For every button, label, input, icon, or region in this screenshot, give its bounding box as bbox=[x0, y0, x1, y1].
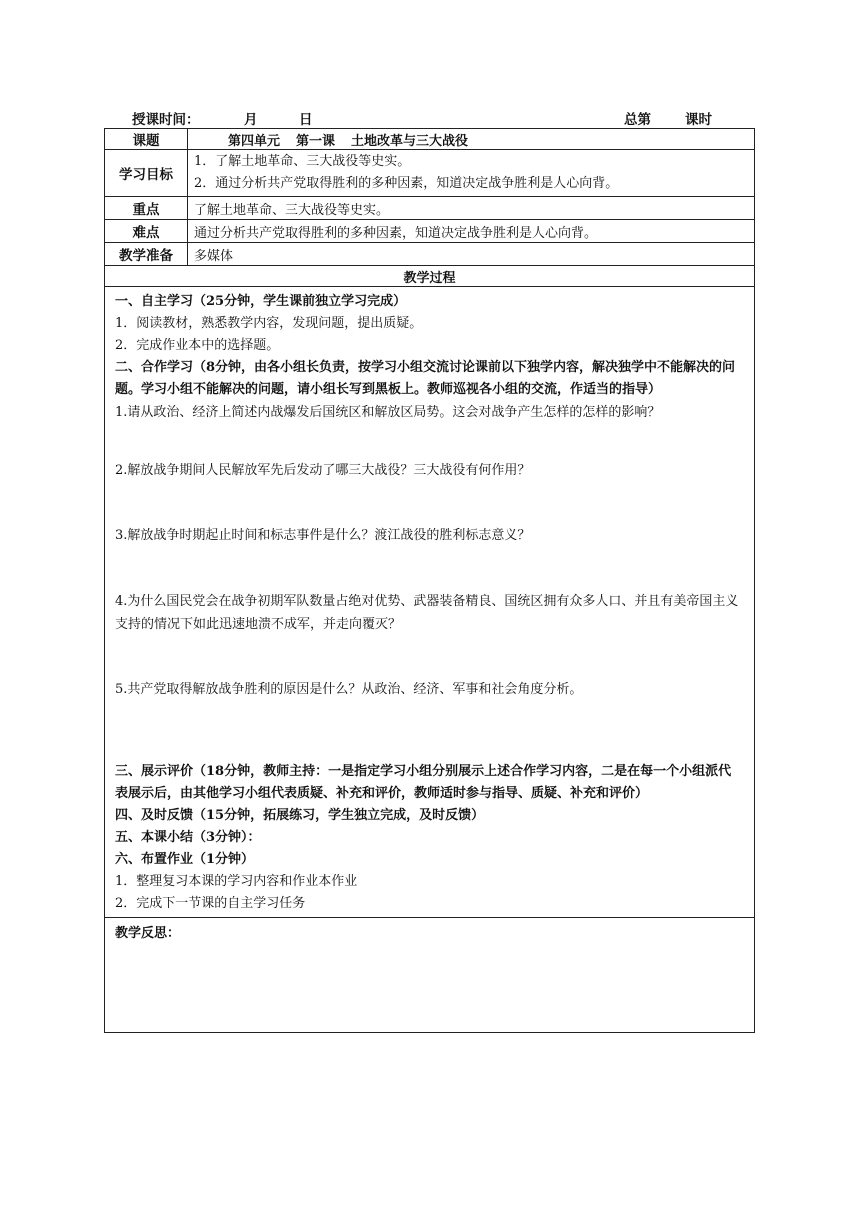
key-row bbox=[105, 197, 755, 220]
period-label: 课时 bbox=[685, 112, 712, 128]
reflection-label: 教学反思： bbox=[105, 918, 755, 1033]
process-header-row bbox=[105, 266, 755, 287]
topic-label: 课题 bbox=[105, 129, 188, 150]
topic-lesson: 第一课 bbox=[296, 133, 336, 149]
section-title: 五、本课小结（3分钟）： bbox=[115, 830, 261, 845]
goals-value bbox=[188, 150, 755, 197]
prep-label: 教学准备 bbox=[105, 243, 188, 266]
section-title: 二、合作学习（8分钟，由各小组长负责，按学习小组交流讨论课前以下独学内容，解决独学中不能解决的问题。学习小组不能解决的问题，请小组长写到黑板上。教师巡视各小组的交流，作适当的指导） bbox=[115, 360, 736, 397]
question-5: 5.共产党取得解放战争胜利的原因是什么？从政治、经济、军事和社会角度分析。 bbox=[115, 682, 583, 697]
list-item: 1．整理复习本课的学习内容和作业本作业 bbox=[115, 874, 358, 889]
question-2: 2.解放战争期间人民解放军先后发动了哪三大战役？三大战役有何作用？ bbox=[115, 463, 531, 478]
goal-item: 2．通过分析共产党取得胜利的多种因素，知道决定战争胜利是人心向背。 bbox=[194, 176, 619, 191]
day-label: 日 bbox=[299, 112, 313, 128]
reflection-row bbox=[105, 918, 755, 1033]
difficulty-value: 通过分析共产党取得胜利的多种因素，知道决定战争胜利是人心向背。 bbox=[188, 220, 755, 243]
key-label: 重点 bbox=[105, 197, 188, 220]
topic-value bbox=[188, 129, 755, 150]
list-item: 2．完成作业本中的选择题。 bbox=[115, 338, 280, 353]
goals-row bbox=[105, 150, 755, 197]
question-3: 3.解放战争时期起止时间和标志事件是什么？渡江战役的胜利标志意义？ bbox=[115, 528, 531, 543]
difficulty-row bbox=[105, 220, 755, 243]
lesson-plan-table bbox=[104, 128, 755, 1033]
prep-row bbox=[105, 243, 755, 266]
question-4: 4.为什么国民党会在战争初期军队数量占绝对优势、武器装备精良、国统区拥有众多人口、并且有美帝国主义支持的情况下如此迅速地溃不成军，并走向覆灭？ bbox=[115, 594, 739, 632]
time-label: 授课时间： bbox=[132, 112, 200, 128]
section-title: 一、自主学习（25分钟，学生课前独立学习完成） bbox=[115, 294, 407, 309]
topic-row bbox=[105, 129, 755, 150]
key-value: 了解土地革命、三大战役等史实。 bbox=[188, 197, 755, 220]
prep-value: 多媒体 bbox=[188, 243, 755, 266]
total-label: 总第 bbox=[624, 112, 651, 128]
section-title: 六、布置作业（1分钟） bbox=[115, 852, 255, 867]
lesson-header bbox=[0, 106, 860, 128]
process-header: 教学过程 bbox=[105, 266, 755, 287]
month-label: 月 bbox=[244, 112, 258, 128]
list-item: 2．完成下一节课的自主学习任务 bbox=[115, 896, 306, 911]
topic-title: 土地改革与三大战役 bbox=[351, 133, 469, 149]
goal-item: 1．了解土地革命、三大战役等史实。 bbox=[194, 154, 411, 169]
difficulty-label: 难点 bbox=[105, 220, 188, 243]
list-item: 1．阅读教材，熟悉教学内容，发现问题，提出质疑。 bbox=[115, 316, 423, 331]
section-title: 四、及时反馈（15分钟，拓展练习，学生独立完成，及时反馈） bbox=[115, 808, 485, 823]
section-title: 三、展示评价（18分钟，教师主持：一是指定学习小组分别展示上述合作学习内容，二是在每一个小组派代表展示后，由其他学习小组代表质疑、补充和评价，教师适时参与指导、质疑、补充和评价） bbox=[115, 764, 732, 801]
process-row bbox=[105, 287, 755, 918]
goals-label: 学习目标 bbox=[105, 150, 188, 197]
question-1: 1.请从政治、经济上简述内战爆发后国统区和解放区局势。这会对战争产生怎样的怎样的影响？ bbox=[115, 405, 661, 420]
process-content bbox=[105, 287, 755, 918]
topic-unit: 第四单元 bbox=[228, 133, 281, 149]
